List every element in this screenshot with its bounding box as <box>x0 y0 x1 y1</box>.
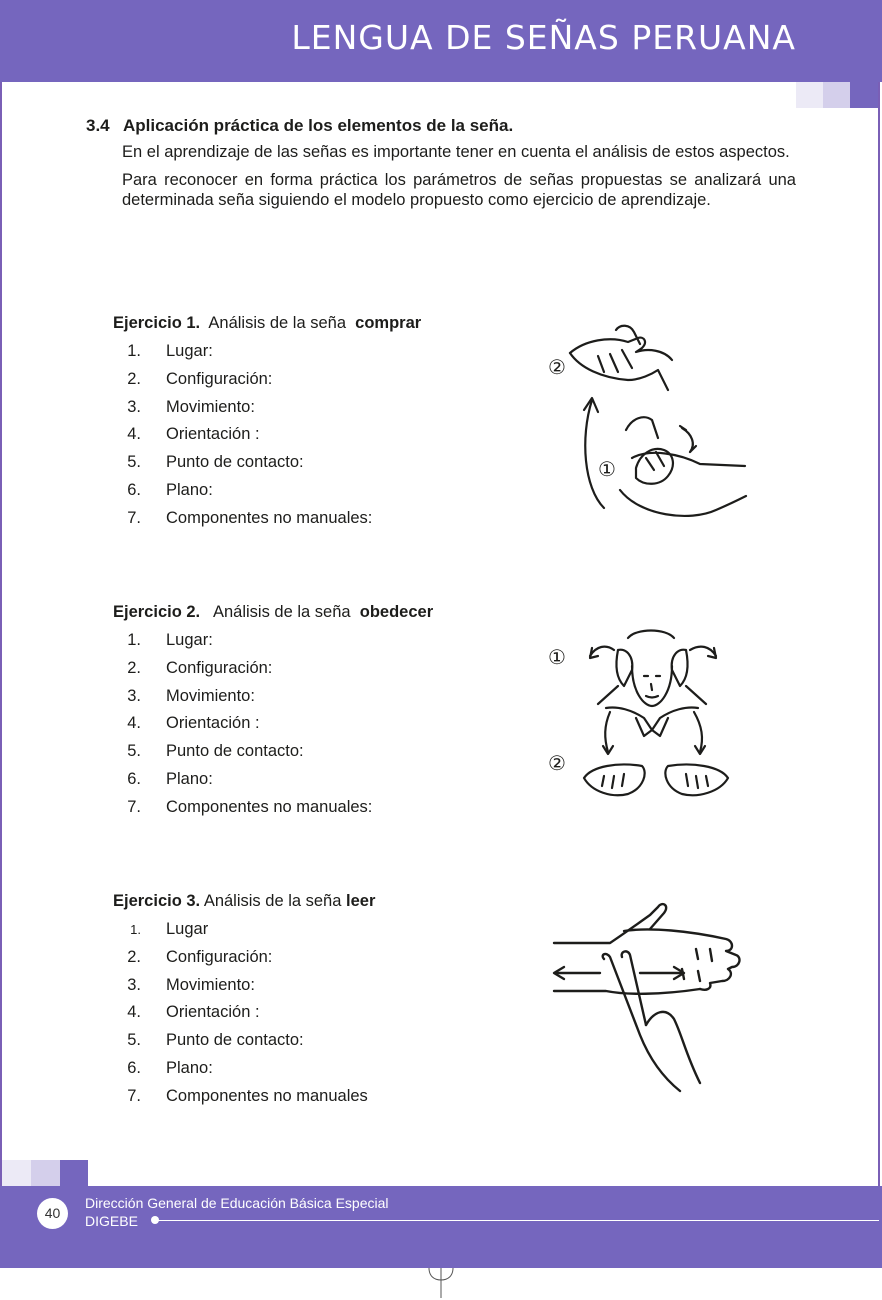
exercise-title <box>113 892 375 911</box>
item-number: 5. <box>127 742 141 761</box>
item-text: Punto de contacto: <box>166 453 304 472</box>
list-item <box>113 944 375 972</box>
item-number: 4. <box>127 1003 141 1022</box>
list-item <box>113 394 421 422</box>
item-number: 5. <box>127 453 141 472</box>
item-number: 6. <box>127 769 141 788</box>
exercise-text: Análisis de la seña <box>203 892 342 910</box>
list-item <box>113 999 375 1027</box>
item-number: 3. <box>127 975 141 994</box>
list-item <box>113 1055 375 1083</box>
section-3-4 <box>86 116 796 218</box>
section-paragraph-1: En el aprendizaje de las señas es importante tener en cuenta el análisis de estos aspectos. <box>122 143 790 161</box>
exercise-sign: leer <box>346 892 376 910</box>
exercise-label: Ejercicio 1. <box>113 314 201 332</box>
item-text: Movimiento: <box>166 686 255 705</box>
exercise-item-list <box>113 627 433 822</box>
exercise-3 <box>113 892 375 1111</box>
exercise-sign: comprar <box>355 314 422 332</box>
item-number: 2. <box>127 947 141 966</box>
list-item <box>113 683 433 711</box>
exercise-item-list <box>113 338 421 533</box>
item-text: Componentes no manuales: <box>166 508 373 527</box>
item-text: Orientación : <box>166 714 260 733</box>
header-band <box>0 0 882 82</box>
item-number: 6. <box>127 480 141 499</box>
exercise-text: Análisis de la seña <box>212 603 351 621</box>
item-number: 7. <box>127 797 141 816</box>
crop-mark-icon <box>426 1268 456 1300</box>
item-text: Plano: <box>166 1058 213 1077</box>
page-number: 40 <box>37 1198 68 1229</box>
list-item <box>113 627 433 655</box>
item-number: 1. <box>127 342 141 360</box>
section-number: 3.4 <box>86 116 110 135</box>
item-number: 4. <box>127 425 141 444</box>
step-1-marker: ① <box>598 457 616 481</box>
item-text: Configuración: <box>166 947 273 966</box>
item-number: 2. <box>127 658 141 677</box>
item-number: 1. <box>127 631 141 649</box>
sign-obedecer-illustration <box>540 626 755 806</box>
step-2-marker: ② <box>548 751 566 775</box>
step-2-marker: ② <box>548 355 566 379</box>
page-title: LENGUA DE SEÑAS PERUANA <box>291 18 796 57</box>
item-number: 7. <box>127 1086 141 1105</box>
exercise-1 <box>113 314 421 533</box>
item-text: Orientación : <box>166 1003 260 1022</box>
list-item <box>113 366 421 394</box>
sign-comprar-illustration <box>540 318 760 530</box>
list-item <box>113 1083 375 1111</box>
list-item <box>113 710 433 738</box>
exercise-label: Ejercicio 3. <box>113 892 201 910</box>
item-text: Punto de contacto: <box>166 742 304 761</box>
footer-acronym: DIGEBE <box>85 1213 138 1229</box>
sign-leer-illustration <box>550 895 750 1105</box>
item-number: 5. <box>127 1031 141 1050</box>
item-number: 1. <box>130 922 141 937</box>
item-number: 2. <box>127 369 141 388</box>
item-text: Orientación : <box>166 425 260 444</box>
footer-organization: Dirección General de Educación Básica Especial <box>85 1195 389 1211</box>
exercise-sign: obedecer <box>359 603 434 621</box>
list-item <box>113 916 375 944</box>
item-number: 4. <box>127 714 141 733</box>
item-number: 3. <box>127 397 141 416</box>
item-number: 3. <box>127 686 141 705</box>
item-text: Componentes no manuales <box>166 1086 368 1105</box>
item-number: 7. <box>127 508 141 527</box>
exercise-label: Ejercicio 2. <box>113 603 201 621</box>
item-text: Plano: <box>166 480 213 499</box>
list-item <box>113 1027 375 1055</box>
footer-decoration <box>2 1160 88 1186</box>
exercise-2 <box>113 603 433 822</box>
list-item <box>113 655 433 683</box>
list-item <box>113 477 421 505</box>
item-number: 6. <box>127 1058 141 1077</box>
list-item <box>113 505 421 533</box>
item-text: Movimiento: <box>166 397 255 416</box>
item-text: Configuración: <box>166 369 273 388</box>
item-text: Punto de contacto: <box>166 1031 304 1050</box>
header-decoration <box>796 82 880 108</box>
item-text: Movimiento: <box>166 975 255 994</box>
exercise-text: Análisis de la seña <box>208 314 346 332</box>
list-item <box>113 338 421 366</box>
list-item <box>113 972 375 1000</box>
footer-rule <box>157 1220 879 1221</box>
list-item <box>113 421 421 449</box>
item-text: Lugar: <box>166 631 213 649</box>
exercise-title <box>113 314 421 333</box>
item-text: Componentes no manuales: <box>166 797 373 816</box>
exercise-title <box>113 603 433 622</box>
item-text: Configuración: <box>166 658 273 677</box>
section-title: Aplicación práctica de los elementos de la seña. <box>123 116 514 135</box>
exercise-item-list <box>113 916 375 1111</box>
section-heading <box>86 116 796 136</box>
list-item <box>113 449 421 477</box>
section-paragraph-2: Para reconocer en forma práctica los parámetros de señas propuestas se analizará una determinada seña siguiendo el modelo propuesto como ejercicio de aprendizaje. <box>122 171 796 209</box>
item-text: Lugar <box>166 920 209 938</box>
list-item <box>113 738 433 766</box>
item-text: Lugar: <box>166 342 213 360</box>
item-text: Plano: <box>166 769 213 788</box>
list-item <box>113 794 433 822</box>
step-1-marker: ① <box>548 645 566 669</box>
list-item <box>113 766 433 794</box>
